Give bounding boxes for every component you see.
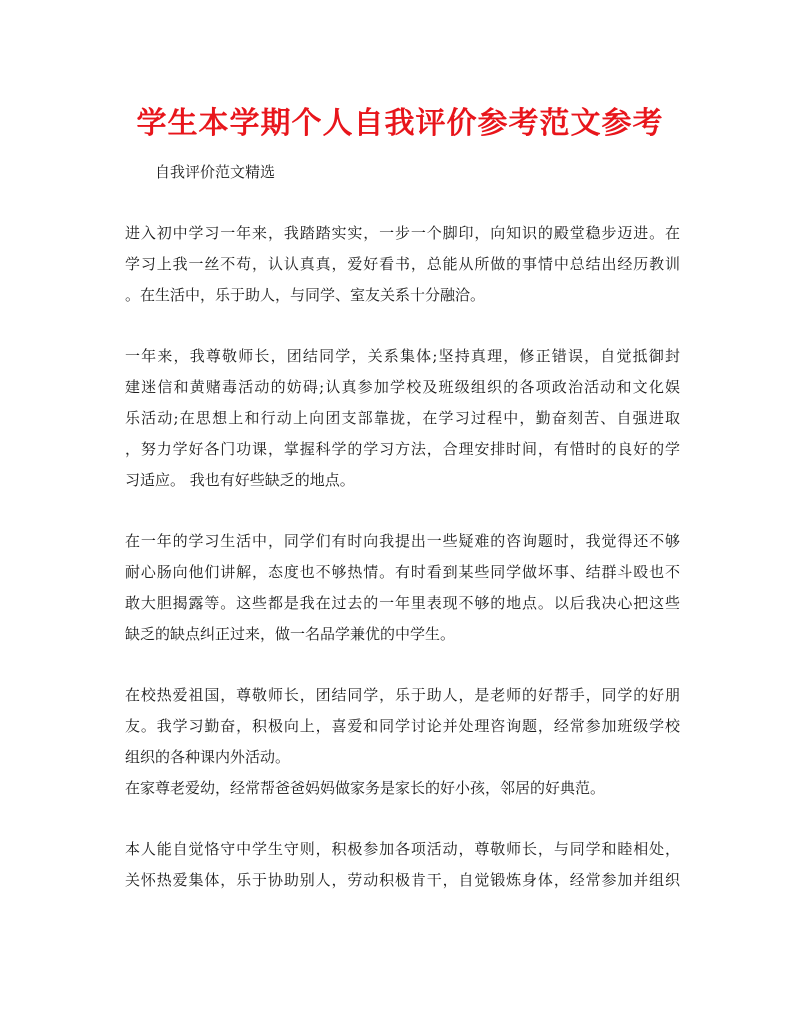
document-body xyxy=(125,218,680,926)
document-title: 学生本学期个人自我评价参考范文参考 xyxy=(136,106,664,141)
text-line: 在家尊老爱幼，经常帮爸爸妈妈做家务是家长的好小孩，邻居的好典范。 xyxy=(125,779,606,797)
text-line: 一年来，我尊敬师长，团结同学，关系集体;坚持真理，修正错误，自觉抵御封 xyxy=(125,347,680,365)
text-line: 在一年的学习生活中，同学们有时向我提出一些疑难的咨询题时，我觉得还不够 xyxy=(125,532,680,550)
text-line: 本人能自觉恪守中学生守则，积极参加各项活动，尊敬师长，与同学和睦相处， xyxy=(125,840,680,858)
text-line: 友。我学习勤奋，积极向上，喜爱和同学讨论并处理咨询题，经常参加班级学校 xyxy=(125,717,680,735)
text-line: 耐心肠向他们讲解，态度也不够热情。有时看到某些同学做坏事、结群斗殴也不 xyxy=(125,563,680,581)
text-line: 在校热爱祖国，尊敬师长，团结同学，乐于助人，是老师的好帮手，同学的好朋 xyxy=(125,686,680,704)
paragraph xyxy=(125,341,680,496)
text-line: 缺乏的缺点纠正过来，做一名品学兼优的中学生。 xyxy=(125,625,456,643)
text-line: 建迷信和黄赌毒活动的妨碍;认真参加学校及班级组织的各项政治活动和文化娱 xyxy=(125,378,680,396)
paragraph xyxy=(125,680,680,773)
paragraph xyxy=(125,526,680,650)
document-subtitle: 自我评价范文精选 xyxy=(155,163,276,181)
text-line: ，努力学好各门功课，掌握科学的学习方法，合理安排时间，有惜时的良好的学 xyxy=(125,440,680,458)
paragraph xyxy=(125,834,680,896)
paragraph xyxy=(125,218,680,311)
text-line: 习适应。 我也有好些缺乏的地点。 xyxy=(125,471,355,489)
text-line: 关怀热爱集体，乐于协助别人，劳动积极肯干，自觉锻炼身体，经常参加并组织 xyxy=(125,871,680,889)
text-line: 。在生活中，乐于助人，与同学、室友关系十分融洽。 xyxy=(125,286,486,304)
paragraph xyxy=(125,773,680,804)
text-line: 组织的各种课内外活动。 xyxy=(125,748,291,766)
text-line: 乐活动;在思想上和行动上向团支部靠拢，在学习过程中，勤奋刻苦、自强进取 xyxy=(125,409,680,427)
text-line: 进入初中学习一年来，我踏踏实实，一步一个脚印，向知识的殿堂稳步迈进。在 xyxy=(125,224,680,242)
text-line: 学习上我一丝不苟，认认真真，爱好看书，总能从所做的事情中总结出经历教训 xyxy=(125,255,680,273)
text-line: 敢大胆揭露等。这些都是我在过去的一年里表现不够的地点。以后我决心把这些 xyxy=(125,594,680,612)
